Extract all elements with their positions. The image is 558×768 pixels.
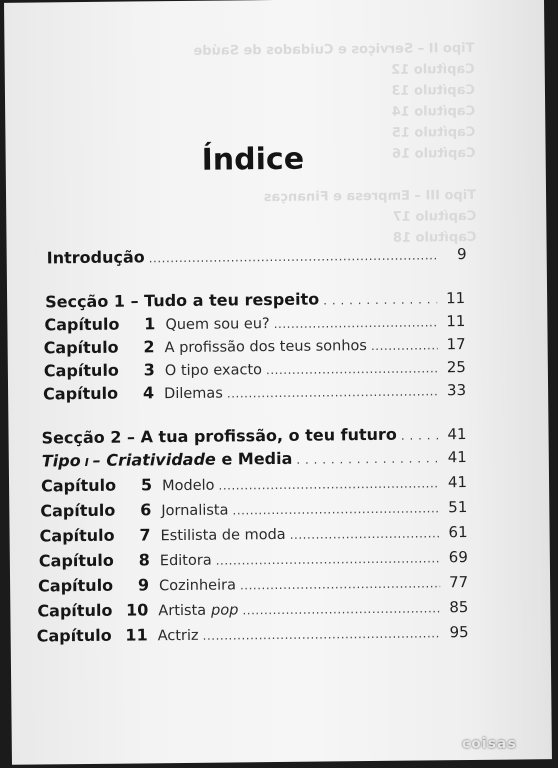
leader-dots <box>323 292 437 307</box>
page-title: Índice <box>201 141 305 178</box>
toc-entry-chapter-3: Capítulo 3 O tipo exacto ..... 25 <box>44 357 466 380</box>
leader-dots <box>218 476 439 492</box>
leader-dots <box>216 551 440 567</box>
toc-entry-chapter-4: Capítulo 4 Dilemas ..... 33 <box>43 380 466 403</box>
leader-dots <box>232 501 439 517</box>
toc-entry-section-1: Secção 1 – Tudo a teu respeito . . . 11 <box>45 288 465 311</box>
toc-entry-chapter-2: Capítulo 2 A profissão dos teus sonhos ..... 17 <box>44 334 466 357</box>
leader-dots <box>371 338 438 353</box>
leader-dots <box>274 315 438 331</box>
toc-entry-introduction: Introdução ..... 9 <box>47 244 467 267</box>
leader-dots <box>401 428 439 442</box>
leader-dots <box>242 601 440 617</box>
watermark-logo: coisas <box>462 736 517 752</box>
toc-entry-chapter-8: Capítulo 8 Editora ..... 69 <box>39 547 468 570</box>
leader-dots <box>149 248 439 265</box>
leader-dots <box>227 384 438 400</box>
leader-dots <box>290 526 440 542</box>
toc-entry-chapter-9: Capítulo 9 Cozinheira ..... 77 <box>38 572 468 596</box>
show-through-text: Tipo II – Serviços e Cuidados de Saúde Capítulo 12 Capítulo 13 Capítulo 14 Capítulo 15 Capítulo 16 Tipo III – Empresa e Finanças Capítulo 17 Capítulo 18 <box>193 40 477 246</box>
toc-entry-chapter-11: Capítulo 11 Actriz ..... 95 <box>37 622 469 646</box>
toc-entry-section-2: Secção 2 – A tua profissão, o teu futuro . . . 41 <box>41 424 466 447</box>
leader-dots <box>240 576 440 592</box>
leader-dots <box>203 626 441 642</box>
toc-entry-chapter-7: Capítulo 7 Estilista de moda ..... 61 <box>40 522 468 545</box>
toc-entry-chapter-1: Capítulo 1 Quem sou eu? ..... 11 <box>44 311 465 334</box>
leader-dots <box>296 451 439 466</box>
toc-entry-chapter-6: Capítulo 6 Jornalista ..... 51 <box>40 497 467 520</box>
document-page <box>4 0 552 765</box>
leader-dots <box>266 361 438 377</box>
toc-entry-chapter-5: Capítulo 5 Modelo ..... 41 <box>41 472 467 495</box>
toc-entry-chapter-10: Capítulo 10 Artista pop ..... 85 <box>37 597 468 621</box>
toc-entry-type-1: Tipo I – Criatividade e Media . . . 41 <box>42 447 467 470</box>
